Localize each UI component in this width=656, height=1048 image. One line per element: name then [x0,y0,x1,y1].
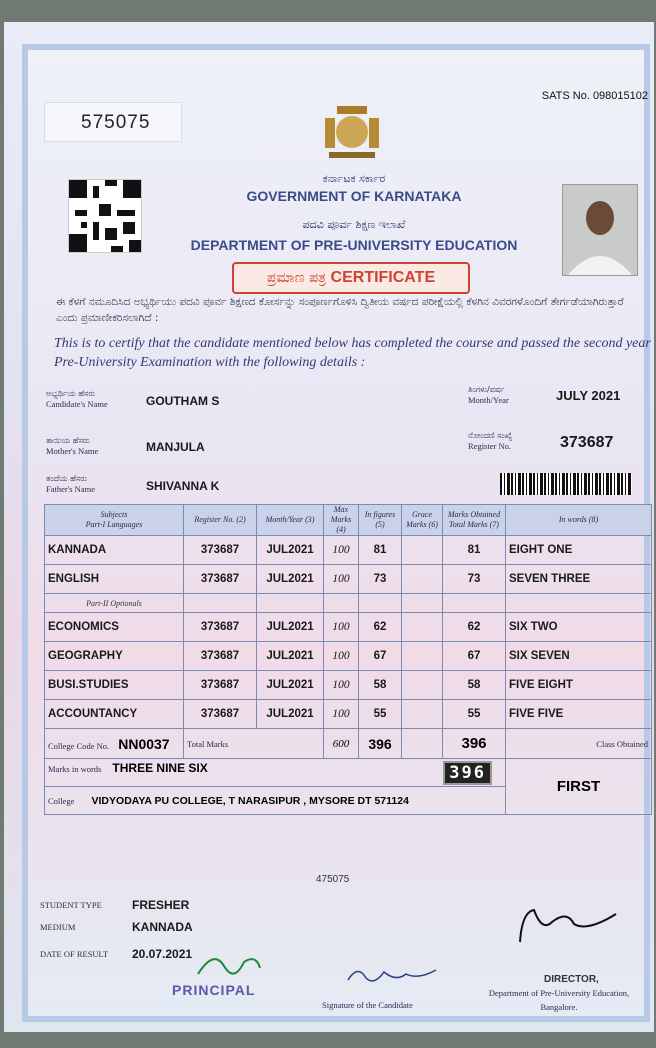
table-row: ENGLISH 373687 JUL2021 100 73 73 SEVEN THREE [45,565,652,594]
totals-row [45,729,652,759]
candidate-signature-label: Signature of the Candidate [322,1000,413,1010]
dept-kannada: ಪದವಿ ಪೂರ್ವ ಶಿಕ್ಷಣ ಇಲಾಖೆ [302,218,406,231]
table-row: KANNADA 373687 JUL2021 100 81 81 EIGHT ONE [45,536,652,565]
total-label: Total Marks [184,729,324,759]
gov-title: GOVERNMENT OF KARNATAKA [246,188,462,204]
marks-table [44,504,652,815]
director-place: Bangalore. [540,1002,578,1012]
director-title: DIRECTOR, [544,974,599,985]
words-row [45,759,652,787]
total-marks: 396 [443,729,506,759]
col-subjects: Subjects Part-I Languages [45,505,184,536]
table-row: ECONOMICS 373687 JUL2021 100 62 62 SIX TWO [45,613,652,642]
cert-kannada: ಪ್ರಮಾಣ ಪತ್ರ [266,270,327,286]
col-words: In words (8) [506,505,652,536]
student-type-label: STUDENT TYPE [40,900,102,910]
barcode-icon [500,473,632,495]
col-grace: Grace Marks (6) [402,505,443,536]
director-dept: Department of Pre-University Education, [488,988,630,998]
table-row: BUSI.STUDIES 373687 JUL2021 100 58 58 FIVE EIGHT [45,671,652,700]
candidate-photo [562,184,638,276]
col-figures: In figures (5) [359,505,402,536]
intro-english: This is to certify that the candidate mentioned below has completed the course and passed the second year Pre-University Examination with the following details : [54,336,651,370]
father-label: ತಂದೆಯ ಹೆಸರು Father's Name [46,474,95,494]
mother-label: ತಾಯಿಯ ಹೆಸರು Mother's Name [46,436,99,456]
col-regno: Register No. (2) [184,505,257,536]
candidate-name: GOUTHAM S [146,394,220,408]
college-code-cell: College Code No. NN0037 [45,729,184,759]
college-cell: College VIDYODAYA PU COLLEGE, T NARASIPUR , MYSORE DT 571124 [45,787,506,815]
mother-name: MANJULA [146,440,205,454]
medium: KANNADA [132,920,193,934]
col-max: Max Marks (4) [324,505,359,536]
class-label: Class Obtained [506,729,652,759]
col-total: Marks Obtained Total Marks (7) [443,505,506,536]
register-number: 373687 [560,434,614,451]
total-max: 600 [324,729,359,759]
certificate-heading [232,262,470,294]
father-name: SHIVANNA K [146,479,220,493]
cert-english: CERTIFICATE [330,269,436,286]
principal-signature-icon [194,944,264,984]
month-label: ತಿಂಗಳು/ವರ್ಷ Month/Year [468,385,509,405]
emblem-icon [317,102,387,164]
part2-row: Part-II Optionals [45,594,652,613]
date-label: DATE OF RESULT [40,949,109,959]
register-label: ನೋಂದಣಿ ಸಂಖ್ಯೆ Register No. [468,431,513,451]
qr-code-icon [68,179,142,253]
candidate-signature-icon [344,960,444,990]
serial-number: 575075 [44,102,182,142]
result-date: 20.07.2021 [132,947,193,961]
marks-box: 396 [443,761,492,785]
dept-title: DEPARTMENT OF PRE-UNIVERSITY EDUCATION [190,237,518,253]
medium-label: MEDIUM [40,922,76,932]
sats-number: SATS No. 098015102 [541,90,648,102]
certificate-sheet [4,22,654,1032]
table-row: ACCOUNTANCY 373687 JUL2021 100 55 55 FIVE FIVE [45,700,652,729]
marks-in-words-cell: Marks in words THREE NINE SIX 396 [45,759,506,787]
table-row: GEOGRAPHY 373687 JUL2021 100 67 67 SIX SEVEN [45,642,652,671]
exam-month: JULY 2021 [556,388,621,403]
director-signature-icon [512,902,622,952]
principal-stamp: PRINCIPAL [172,982,256,998]
col-month: Month/Year (3) [257,505,324,536]
student-type: FRESHER [132,898,190,912]
name-label: ಅಭ್ಯರ್ಥಿಯ ಹೆಸರು Candidate's Name [46,389,108,409]
gov-kannada: ಕರ್ನಾಟಕ ಸರ್ಕಾರ [322,172,386,185]
serial-footer: 475075 [316,874,350,885]
intro-kannada: ಈ ಕೆಳಗೆ ನಮೂದಿಸಿದ ಅಭ್ಯರ್ಥಿಯು ಪದವಿ ಪೂರ್ವ ಶಿಕ್ಷಣದ ಕೋರ್ಸನ್ನು ಸಂಪೂರ್ಣಗೊಳಿಸಿ ದ್ವಿತೀಯ ವರ್ಷದ ಪರೀಕ್ಷೆಯಲ್ಲಿ ಕೆಳಗಿನ ವಿವರಗಳೊಂದಿಗೆ ತೇರ್ಗಡೆಯಾಗಿರುತ್ತಾರೆ ಎಂದು ಪ್ರಮಾಣೀಕರಿಸಲಾಗಿದೆ : [56,296,624,324]
total-figures: 396 [359,729,402,759]
class-obtained: FIRST [506,759,652,815]
